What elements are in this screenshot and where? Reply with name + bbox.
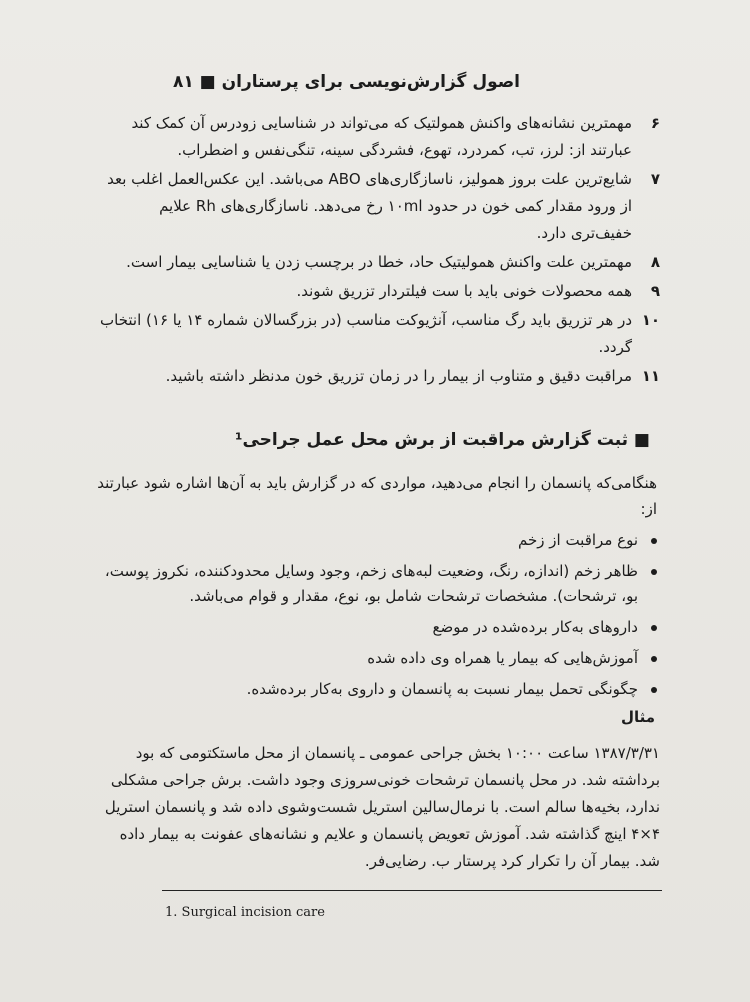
example-paragraph: ۱۳۸۷/۳/۳۱ ساعت ۱۰:۰۰ بخش جراحی عمومی ـ پانسمان از محل ماستکتومی که بود برداشته شد. در محل پانسمان ترشحات خونی‌سروزی وجود داشت. برش جراحی مشکلی ندارد، بخیه‌ها سالم است. با نرمال‌سالین استریل شست‌وشوی داده شد و پانسمان استریل ۴×۴ اینچ گذاشته شد. آموزش تعویض پانسمان و علایم و نشانه‌های عفونت به بیمار داده شد. بیمار آن را تکرار کرد پرستار ب. رضایی‌فر. — [104, 744, 660, 870]
list-item — [100, 166, 660, 247]
item-text: مراقبت دقیق و متناوب از بیمار را در زمان تزریق خون مدنظر داشته باشید. — [165, 367, 632, 385]
intro-paragraph: هنگامی‌که پانسمان را انجام می‌دهید، مواردی که در گزارش باید به آن‌ها اشاره شود عبارتند از: — [97, 474, 657, 518]
footnote: 1. Surgical incision care — [165, 905, 325, 920]
bullet-icon — [651, 538, 657, 544]
list-item — [100, 646, 660, 671]
bullet-icon — [651, 625, 657, 631]
page-header: اصول گزارش‌نویسی برای پرستاران ■ ۸۱ — [172, 72, 520, 92]
bullet-icon — [651, 656, 657, 662]
list-item — [100, 528, 660, 553]
list-item — [100, 615, 660, 640]
list-item — [100, 363, 660, 390]
bullet-text: آموزش‌هایی که بیمار یا همراه وی داده شده — [367, 649, 638, 667]
bullet-text: داروهای به‌کار برده‌شده در موضع — [432, 618, 638, 636]
list-item — [100, 307, 660, 361]
item-number: ۹ — [650, 282, 660, 300]
list-item — [100, 110, 660, 164]
item-number: ۸ — [650, 253, 660, 271]
example-title: مثال — [620, 708, 655, 726]
item-text: همه محصولات خونی باید با ست فیلتردار تزریق شوند. — [296, 282, 632, 300]
list-item — [100, 559, 660, 609]
item-text: شایع‌ترین علت بروز همولیز، ناسازگاری‌های ABO می‌باشد. این عکس‌العمل اغلب بعد از ورود مقدار کمی خون در حدود ۱۰ml رخ می‌دهد. ناسازگاری‌های Rh علایم خفیف‌تری دارد. — [107, 170, 632, 242]
list-item — [100, 249, 660, 276]
numbered-list — [100, 110, 660, 392]
item-text: مهمترین علت واکنش همولیتیک حاد، خطا در برچسب زدن یا شناسایی بیمار است. — [126, 253, 632, 271]
footnote-divider — [162, 890, 662, 891]
bullet-text: چگونگی تحمل بیمار نسبت به پانسمان و داروی به‌کار برده‌شده. — [246, 680, 638, 698]
bullet-text: نوع مراقبت از زخم — [518, 531, 638, 549]
section-heading: ■ ثبت گزارش مراقبت از برش محل عمل جراحی¹ — [235, 430, 650, 450]
list-item — [100, 677, 660, 702]
bullet-list — [100, 528, 660, 708]
item-text: در هر تزریق باید رگ مناسب، آنژیوکت مناسب (در بزرگسالان شماره ۱۴ یا ۱۶) انتخاب گردد. — [100, 311, 632, 356]
bullet-icon — [651, 687, 657, 693]
list-item — [100, 278, 660, 305]
item-number: ۶ — [650, 114, 660, 132]
item-number: ۱۰ — [641, 311, 660, 329]
item-number: ۷ — [650, 170, 660, 188]
bullet-icon — [651, 569, 657, 575]
item-text: مهمترین نشانه‌های واکنش همولتیک که می‌تواند در شناسایی زودرس آن کمک کند عبارتند از: لرز، تب، کمردرد، تهوع، فشردگی سینه، تنگی‌نفس و اضطراب. — [131, 114, 632, 159]
item-number: ۱۱ — [641, 367, 660, 385]
bullet-text: ظاهر زخم (اندازه، رنگ، وضعیت لبه‌های زخم، وجود وسایل محدودکننده، نکروز پوست، بو، ترشحات). مشخصات ترشحات شامل بو، نوع، مقدار و قوام می‌باشد. — [104, 562, 638, 605]
